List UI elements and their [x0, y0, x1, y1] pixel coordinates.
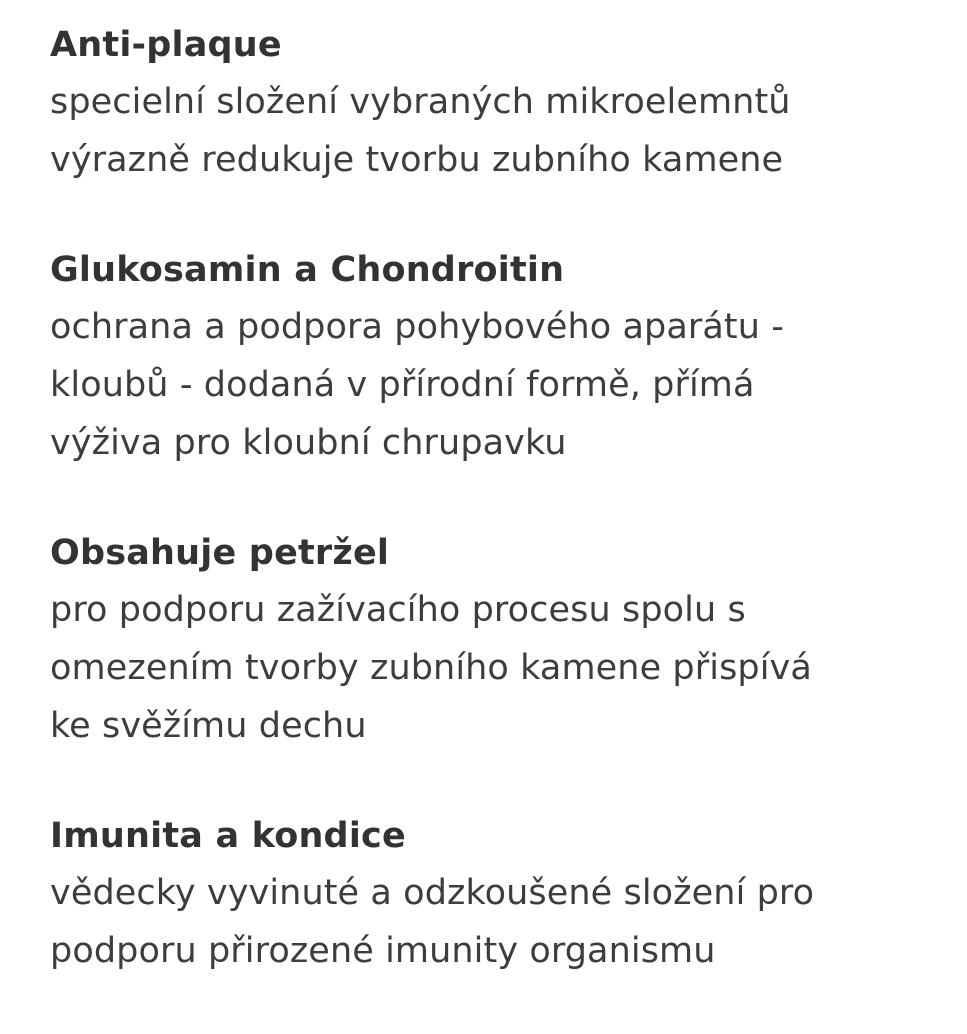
- feature-heading: Glukosamin a Chondroitin: [50, 250, 565, 290]
- feature-description-line: kloubů - dodaná v přírodní formě, přímá: [50, 365, 755, 405]
- feature-description-line: omezením tvorby zubního kamene přispívá: [50, 648, 812, 688]
- feature-description-line: pro podporu zažívacího procesu spolu s: [50, 590, 746, 630]
- feature-description-line: vědecky vyvinuté a odzkoušené složení pro: [50, 873, 815, 913]
- feature-description-line: podporu přirozené imunity organismu: [50, 931, 716, 971]
- feature-heading: Imunita a kondice: [50, 816, 406, 856]
- feature-anti-plaque: [50, 18, 950, 189]
- feature-petrzel: [50, 526, 950, 755]
- feature-heading: Anti-plaque: [50, 25, 282, 65]
- feature-description-line: výrazně redukuje tvorbu zubního kamene: [50, 140, 784, 180]
- feature-description-line: ke svěžímu dechu: [50, 706, 367, 746]
- feature-imunita: [50, 809, 950, 980]
- feature-description-line: specielní složení vybraných mikroelemntů: [50, 82, 791, 122]
- feature-description-line: ochrana a podpora pohybového aparátu -: [50, 307, 784, 347]
- product-features: [50, 18, 950, 1034]
- feature-description-line: výživa pro kloubní chrupavku: [50, 423, 567, 463]
- feature-heading: Obsahuje petržel: [50, 533, 390, 573]
- feature-glukosamin: [50, 243, 950, 472]
